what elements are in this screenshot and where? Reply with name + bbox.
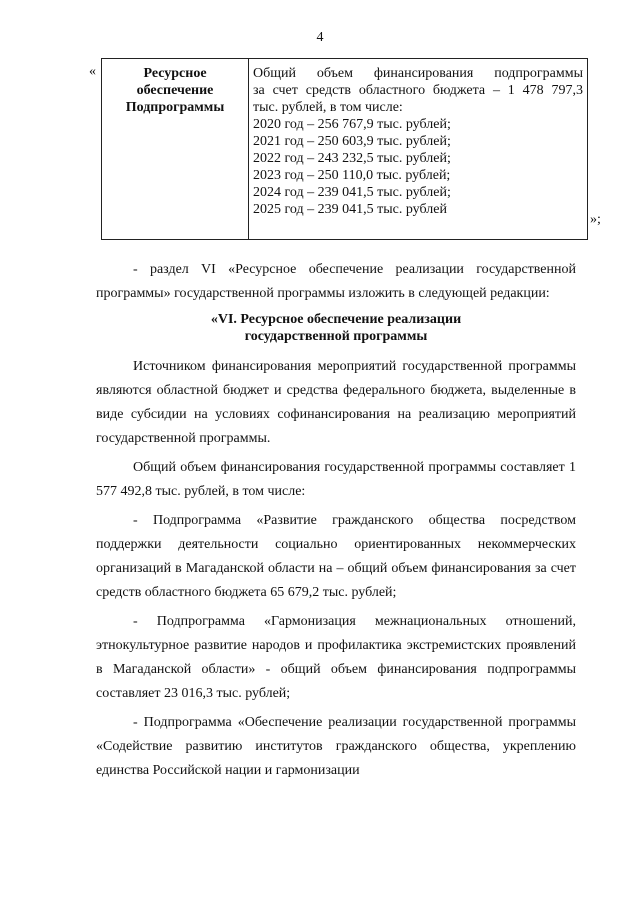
content-line-1: Общий объем финансирования подпрограммы	[253, 66, 583, 81]
paragraph-funding-sources: Источником финансирования мероприятий государственной программы являются областной бюджет и средства федерального бюджета, выделенные в виде субсидии на условиях софинансирования на реализацию мероприятий государственной программы.	[96, 359, 576, 446]
table-row	[102, 59, 588, 240]
paragraph-subprogram-1: - Подпрограмма «Развитие гражданского общества посредством поддержки деятельности социально ориентированных некоммерческих организаций в Магаданской области на – общий объем финансирования за счет средств областного бюджета 65 679,2 тыс. рублей;	[96, 513, 576, 600]
table-content-cell	[249, 59, 588, 240]
year-2024-line: 2024 год – 239 041,5 тыс. рублей;	[253, 185, 451, 200]
year-2025-line: 2025 год – 239 041,5 тыс. рублей	[253, 202, 447, 217]
opening-quote: «	[89, 64, 96, 79]
year-2022-line: 2022 год – 243 232,5 тыс. рублей;	[253, 151, 451, 166]
document-body	[96, 258, 576, 788]
section-heading-line-2: государственной программы	[244, 329, 428, 344]
paragraph-subprogram-2: - Подпрограмма «Гармонизация межнациональных отношений, этнокультурное развитие народов и профилактика экстремистских проявлений в Магаданской области» - общий объем финансирования подпрограммы составляет 23 016,3 тыс. рублей;	[96, 614, 576, 701]
resource-table	[101, 58, 588, 240]
year-2021-line: 2021 год – 250 603,9 тыс. рублей;	[253, 134, 451, 149]
paragraph-section-intro: - раздел VI «Ресурсное обеспечение реализации государственной программы» государственной программы изложить в следующей редакции:	[96, 262, 576, 301]
closing-quote: »;	[590, 212, 601, 227]
year-2020-line: 2020 год – 256 767,9 тыс. рублей;	[253, 117, 451, 132]
label-line-3: Подпрограммы	[125, 100, 225, 115]
label-line-2: обеспечение	[136, 83, 214, 98]
table-label-cell	[102, 59, 249, 240]
content-line-3: тыс. рублей, в том числе:	[253, 100, 403, 115]
paragraph-subprogram-3: - Подпрограмма «Обеспечение реализации государственной программы «Содействие развитию институтов гражданского общества, укреплению единства Российской нации и гармонизации	[96, 715, 576, 778]
section-heading-line-1: «VI. Ресурсное обеспечение реализации	[210, 312, 462, 327]
page-number: 4	[316, 30, 324, 45]
content-line-2: за счет средств областного бюджета – 1 478 797,3	[253, 83, 583, 98]
paragraph-total-funding: Общий объем финансирования государственной программы составляет 1 577 492,8 тыс. рублей, в том числе:	[96, 460, 576, 499]
section-heading	[96, 311, 576, 345]
year-2023-line: 2023 год – 250 110,0 тыс. рублей;	[253, 168, 451, 183]
label-line-1: Ресурсное	[143, 66, 207, 81]
